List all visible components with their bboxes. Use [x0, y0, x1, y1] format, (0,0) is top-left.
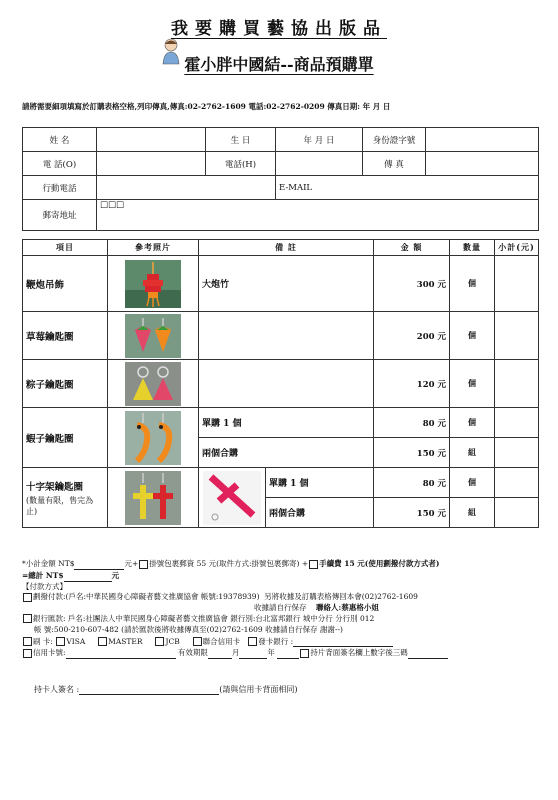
item-note: 單購 1 個 [199, 408, 374, 438]
item-unit: 個 [450, 312, 495, 360]
bank-transfer-checkbox[interactable] [23, 614, 32, 623]
payment-section [22, 558, 542, 659]
expiry-month-label: 月 [231, 648, 240, 658]
phone-office-label: 電 話(O) [23, 152, 97, 176]
postcode-boxes: □□□ [100, 200, 125, 210]
postal-transfer-text: 劃撥付款:(戶名:中華民國身心障礙者藝文推廣協會 帳號:19378939) [33, 592, 260, 602]
item-photo [108, 256, 199, 312]
card-type-line [22, 636, 542, 648]
contact-person: 聯絡人:蔡惠格小姐 [316, 603, 379, 613]
item-photo [108, 360, 199, 408]
item-unit: 個 [450, 408, 495, 438]
address-field[interactable] [97, 200, 539, 231]
name-field[interactable] [97, 128, 206, 152]
item-name: 蝦子鑰匙圈 [23, 408, 108, 468]
issuing-bank-checkbox[interactable] [248, 637, 257, 646]
total-unit: 元 [111, 570, 120, 580]
union-card-checkbox[interactable] [193, 637, 202, 646]
header-subtotal: 小計(元) [495, 240, 539, 256]
item-unit-2: 組 [450, 498, 495, 528]
postal-transfer-checkbox[interactable] [23, 593, 32, 602]
bank-transfer-text: 銀行匯款: 戶名:社團法人中華民國身心障礙者藝文推廣協會 銀行別:台北富邦銀行 城中分行 分行別 012 [33, 613, 375, 623]
table-row [23, 408, 539, 438]
total-line [22, 570, 542, 582]
phone-home-label: 電話(H) [206, 152, 276, 176]
receipt-note: 收據請自行保存 [254, 603, 307, 613]
total-label: =總計 NT$ [22, 570, 64, 580]
registered-mail-checkbox[interactable] [139, 560, 148, 569]
item-name: 鞭炮吊飾 [23, 256, 108, 312]
cvv-field[interactable] [277, 647, 299, 659]
item-note-2: 兩個合購 [199, 438, 374, 468]
expiry-label: 有效期限 [177, 648, 208, 658]
item-unit: 個 [450, 360, 495, 408]
birth-date-field[interactable]: 年 月 日 [276, 128, 363, 152]
item-photo [108, 408, 199, 468]
visa-label: VISA [66, 636, 86, 646]
bank-transfer-line [22, 614, 542, 625]
item-price-2: 150 元 [374, 498, 450, 528]
header-note: 備 註 [199, 240, 374, 256]
table-header-row [23, 240, 539, 256]
fax-label: 傳 真 [363, 152, 426, 176]
signature-note: (請與信用卡背面相同) [219, 685, 298, 694]
item-name [23, 468, 108, 528]
signature-field[interactable] [79, 685, 219, 695]
issuing-bank-label: 發卡銀行 : [258, 636, 294, 646]
payment-methods-title: 【付款方式】 [22, 581, 67, 591]
firecracker-image [125, 260, 181, 308]
item-price: 120 元 [374, 360, 450, 408]
header-price: 金 額 [374, 240, 450, 256]
item-note-2: 兩個合購 [266, 498, 374, 528]
item-unit-2: 組 [450, 438, 495, 468]
expiry-month-field[interactable] [208, 647, 232, 659]
mobile-label: 行動電話 [23, 176, 97, 200]
cvv-label: 持片背面簽名欄上數字後三碼 [310, 648, 408, 658]
union-card-label: 聯合信用卡 [202, 636, 241, 646]
item-note: 大炮竹 [199, 256, 374, 312]
table-row [23, 360, 539, 408]
receipt-line [22, 603, 542, 614]
postal-transfer-line [22, 592, 542, 603]
item-photo [108, 312, 199, 360]
card-number-field[interactable] [66, 647, 176, 659]
jcb-label: JCB [165, 636, 180, 646]
card-label: 刷 卡: [33, 636, 53, 646]
expiry-year-field[interactable] [239, 647, 267, 659]
subtotal-label: *小計金額 NT$ [22, 559, 75, 568]
mobile-field[interactable] [97, 176, 276, 200]
cross-image-2 [203, 471, 261, 525]
birth-label: 生 日 [206, 128, 276, 152]
item-photo [108, 468, 199, 528]
customer-info-table [22, 127, 539, 231]
item-subtotal-field[interactable] [495, 408, 539, 438]
item-price: 80 元 [374, 408, 450, 438]
item-unit: 個 [450, 256, 495, 312]
subtotal-field[interactable] [74, 558, 124, 570]
total-field[interactable] [64, 570, 112, 582]
item-name-sub: (數量有限，售完為止) [26, 495, 94, 516]
postal-transfer-fax: 另將收據及訂購表格傳回本會(02)2762-1609 [264, 592, 418, 602]
order-items-table [22, 239, 539, 528]
subtotal-unit: 元+ [124, 559, 139, 568]
item-subtotal-field[interactable] [495, 256, 539, 312]
phone-office-field[interactable] [97, 152, 206, 176]
fee-text: 手續費 15 元(使用劃撥付款方式者) [319, 559, 440, 568]
item-note: 單購 1 個 [266, 468, 374, 498]
item-price: 300 元 [374, 256, 450, 312]
table-row [23, 468, 539, 498]
item-name: 粽子鑰匙圈 [23, 360, 108, 408]
card-number-line [22, 647, 542, 659]
fax-notice: 請將需要細項填寫於訂購表格空格,列印傳真,傳真:02-2762-1609 電話:02-2762-0209 傳真日期: 年 月 日 [22, 102, 391, 111]
email-label: E-MAIL [279, 182, 313, 193]
cross-image-1 [125, 471, 181, 525]
email-cell[interactable] [276, 176, 539, 200]
id-field[interactable] [426, 128, 539, 152]
header-qty: 數量 [450, 240, 495, 256]
postage-text: 掛號包裹郵資 55 元(取件方式:掛號包裹郵寄) + [149, 559, 309, 568]
item-subtotal-field[interactable] [495, 468, 539, 498]
zongzi-image [125, 362, 181, 406]
fax-field[interactable] [426, 152, 539, 176]
main-title: 我要購買藝協出版品 [171, 19, 387, 39]
visa-checkbox[interactable] [56, 637, 65, 646]
jcb-checkbox[interactable] [155, 637, 164, 646]
id-label: 身份證字號 [363, 128, 426, 152]
item-note [199, 360, 374, 408]
header-item: 項目 [23, 240, 108, 256]
address-label: 郵寄地址 [23, 200, 97, 231]
item-note [199, 312, 374, 360]
issuing-bank-field[interactable] [293, 636, 393, 648]
card-number-label: 信用卡號: [33, 648, 66, 658]
bank-account-text: 帳 號:500-210-607-482 (請於匯款後將收據傳真至(02)2762-1609 收據請自行保存 謝謝--) [34, 624, 343, 634]
signature-label: 持卡人簽名 : [34, 685, 80, 694]
item-subtotal-field[interactable] [495, 312, 539, 360]
item-photo-2 [199, 468, 266, 528]
expiry-year-label: 年 [267, 648, 275, 658]
table-row [23, 256, 539, 312]
bank-account-line [22, 625, 542, 636]
master-checkbox[interactable] [98, 637, 107, 646]
item-unit: 個 [450, 468, 495, 498]
shrimp-image [125, 411, 181, 465]
cvv-line[interactable] [408, 647, 448, 659]
item-subtotal-field[interactable] [495, 498, 539, 528]
sub-title: 霍小胖中國結--商品預購單 [184, 55, 374, 74]
item-subtotal-field[interactable] [495, 360, 539, 408]
header-photo: 參考照片 [108, 240, 199, 256]
table-row [23, 312, 539, 360]
name-label: 姓 名 [23, 128, 97, 152]
item-price: 80 元 [374, 468, 450, 498]
item-subtotal-field[interactable] [495, 438, 539, 468]
item-name-main: 十字架鑰匙圈 [26, 481, 84, 493]
fee-checkbox[interactable] [309, 560, 318, 569]
signature-line [34, 684, 298, 695]
phone-home-field[interactable] [276, 152, 363, 176]
cvv-checkbox[interactable] [300, 649, 309, 658]
strawberry-image [125, 314, 181, 358]
item-price-2: 150 元 [374, 438, 450, 468]
item-price: 200 元 [374, 312, 450, 360]
subtotal-line [22, 558, 542, 570]
master-label: MASTER [108, 636, 143, 646]
card-number-checkbox[interactable] [23, 649, 32, 658]
item-name: 草莓鑰匙圈 [23, 312, 108, 360]
credit-card-checkbox[interactable] [23, 637, 32, 646]
